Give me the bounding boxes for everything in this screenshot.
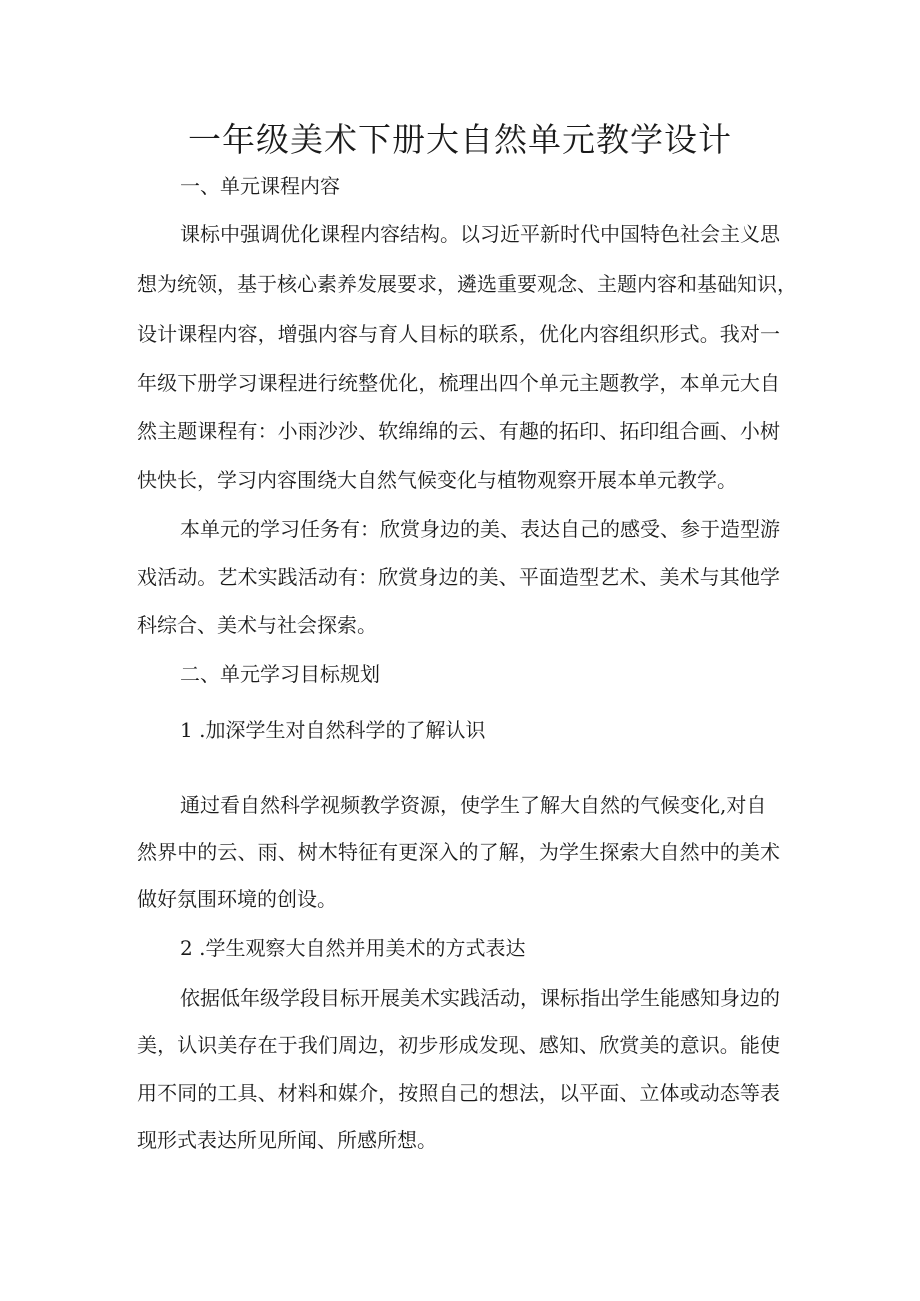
paragraph-2-line-1: 本单元的学习任务有：欣赏身边的美、表达自己的感受、参于造型游 <box>180 517 780 541</box>
section-heading-1: 一、单元课程内容 <box>180 174 340 198</box>
paragraph-2-line-2: 戏活动。艺术实践活动有：欣赏身边的美、平面造型艺术、美术与其他学 <box>137 565 780 589</box>
paragraph-4-line-2: 美，认识美存在于我们周边，初步形成发现、感知、欣赏美的意识。能使 <box>137 1033 780 1057</box>
paragraph-2-line-3: 科综合、美术与社会探索。 <box>137 613 377 637</box>
paragraph-3-line-3: 做好氛围环境的创设。 <box>137 887 337 911</box>
paragraph-4-line-1: 依据低年级学段目标开展美术实践活动，课标指出学生能感知身边的 <box>180 986 780 1010</box>
document-title: 一年级美术下册大自然单元教学设计 <box>188 120 732 159</box>
goal-1-heading: 1 .加深学生对自然科学的了解认识 <box>180 718 486 742</box>
paragraph-1-line-4: 年级下册学习课程进行统整优化，梳理出四个单元主题教学，本单元大自 <box>137 371 780 395</box>
paragraph-1-line-1: 课标中强调优化课程内容结构。以习近平新时代中国特色社会主义思 <box>180 222 780 246</box>
paragraph-1-line-6: 快快长，学习内容围绕大自然气候变化与植物观察开展本单元教学。 <box>137 468 737 492</box>
paragraph-3-line-1: 通过看自然科学视频教学资源，使学生了解大自然的气候变化,对自 <box>180 793 767 817</box>
paragraph-4-line-3: 用不同的工具、材料和媒介，按照自己的想法，以平面、立体或动态等表 <box>137 1081 780 1105</box>
paragraph-1-line-3: 设计课程内容，增强内容与育人目标的联系，优化内容组织形式。我对一 <box>137 322 780 346</box>
goal-2-heading: 2 .学生观察大自然并用美术的方式表达 <box>180 936 526 960</box>
section-heading-2: 二、单元学习目标规划 <box>180 662 380 686</box>
paragraph-3-line-2: 然界中的云、雨、树木特征有更深入的了解，为学生探索大自然中的美术 <box>137 840 780 864</box>
paragraph-1-line-2: 想为统领，基于核心素养发展要求，遴选重要观念、主题内容和基础知识， <box>137 272 797 296</box>
paragraph-4-line-4: 现形式表达所见所闻、所感所想。 <box>137 1128 437 1152</box>
paragraph-1-line-5: 然主题课程有：小雨沙沙、软绵绵的云、有趣的拓印、拓印组合画、小树 <box>137 419 780 443</box>
